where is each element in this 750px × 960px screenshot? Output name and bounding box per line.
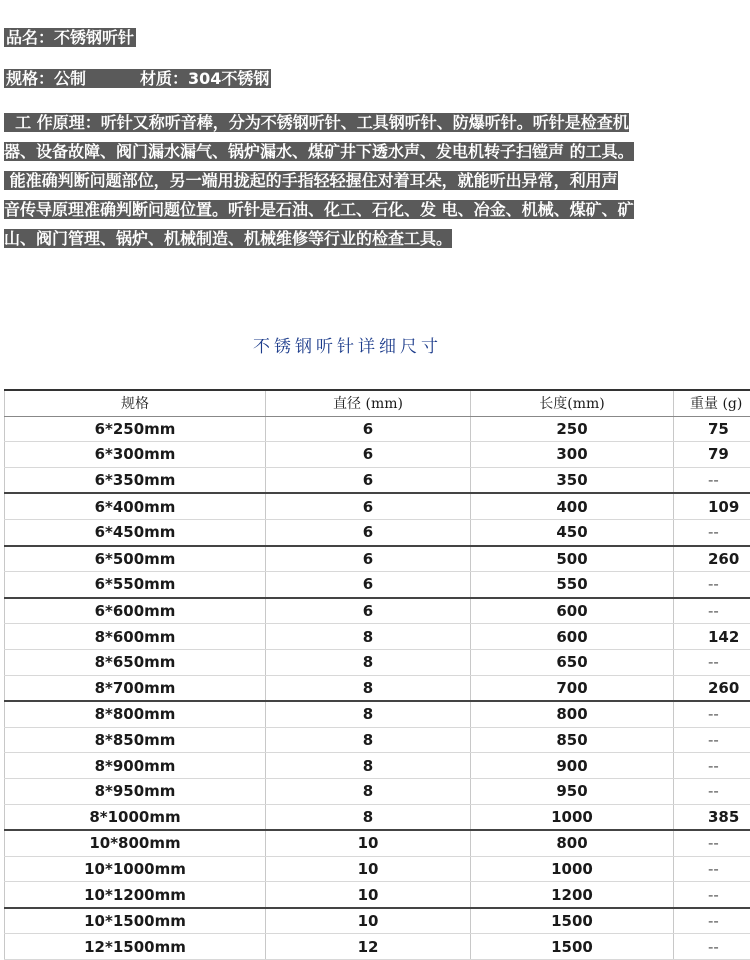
- cell-spec: 8*950mm: [5, 778, 266, 804]
- cell-spec: 6*600mm: [5, 598, 266, 624]
- cell-length: 550: [471, 572, 674, 598]
- cell-weight: 260: [674, 546, 750, 572]
- cell-weight: 79: [674, 442, 750, 468]
- spec-material-line: [4, 67, 271, 91]
- table-row: [5, 701, 750, 727]
- table-row: [5, 546, 750, 572]
- cell-diameter: 8: [266, 675, 471, 701]
- table-row: [5, 442, 750, 468]
- cell-spec: 8*850mm: [5, 727, 266, 753]
- cell-weight: 260: [674, 675, 750, 701]
- cell-weight: --: [674, 519, 750, 545]
- cell-spec: 8*600mm: [5, 624, 266, 650]
- cell-length: 1500: [471, 908, 674, 934]
- header-weight: 重量 (g): [674, 390, 750, 416]
- table-row: [5, 675, 750, 701]
- table-row: [5, 624, 750, 650]
- size-table: [4, 389, 750, 960]
- material-label: 材质：304不锈钢: [138, 69, 271, 88]
- cell-weight: --: [674, 753, 750, 779]
- cell-length: 800: [471, 701, 674, 727]
- cell-spec: 8*700mm: [5, 675, 266, 701]
- cell-spec: 12*1500mm: [5, 934, 266, 960]
- cell-diameter: 6: [266, 416, 471, 442]
- cell-spec: 6*400mm: [5, 493, 266, 519]
- table-row: [5, 856, 750, 882]
- description-line: 器、设备故障、阀门漏水漏气、锅炉漏水、煤矿井下透水声、发电机转子扫镗声 的工具。: [4, 137, 748, 166]
- table-row: [5, 416, 750, 442]
- table-title: 不锈钢听针详细尺寸: [0, 332, 750, 357]
- header-spec: 规格: [5, 390, 266, 416]
- table-row: [5, 649, 750, 675]
- cell-diameter: 6: [266, 519, 471, 545]
- cell-spec: 6*250mm: [5, 416, 266, 442]
- cell-weight: --: [674, 649, 750, 675]
- table-row: [5, 934, 750, 960]
- cell-weight: --: [674, 934, 750, 960]
- table-row: [5, 598, 750, 624]
- table-row: [5, 753, 750, 779]
- cell-diameter: 8: [266, 701, 471, 727]
- table-row: [5, 908, 750, 934]
- cell-spec: 6*500mm: [5, 546, 266, 572]
- cell-spec: 8*900mm: [5, 753, 266, 779]
- description-line: 工 作原理：听针又称听音棒，分为不锈钢听针、工具钢听针、防爆听针。听针是检查机: [4, 108, 748, 137]
- cell-length: 600: [471, 598, 674, 624]
- cell-weight: --: [674, 727, 750, 753]
- cell-length: 300: [471, 442, 674, 468]
- table-row: [5, 882, 750, 908]
- table-row: [5, 519, 750, 545]
- cell-weight: --: [674, 856, 750, 882]
- cell-diameter: 10: [266, 856, 471, 882]
- cell-weight: --: [674, 701, 750, 727]
- cell-diameter: 8: [266, 624, 471, 650]
- cell-weight: --: [674, 778, 750, 804]
- table-body: [5, 416, 750, 959]
- cell-weight: --: [674, 572, 750, 598]
- cell-diameter: 8: [266, 727, 471, 753]
- cell-length: 850: [471, 727, 674, 753]
- table-row: [5, 804, 750, 830]
- cell-spec: 10*800mm: [5, 830, 266, 856]
- cell-weight: 385: [674, 804, 750, 830]
- cell-weight: --: [674, 830, 750, 856]
- product-name-line: [4, 26, 136, 50]
- cell-length: 350: [471, 467, 674, 493]
- cell-length: 1000: [471, 804, 674, 830]
- cell-length: 1200: [471, 882, 674, 908]
- cell-spec: 6*550mm: [5, 572, 266, 598]
- table-row: [5, 830, 750, 856]
- description-line: 山、阀门管理、锅炉、机械制造、机械维修等行业的检查工具。: [4, 224, 748, 253]
- cell-length: 600: [471, 624, 674, 650]
- cell-spec: 10*1200mm: [5, 882, 266, 908]
- cell-diameter: 10: [266, 908, 471, 934]
- header-diameter: 直径 (mm): [266, 390, 471, 416]
- cell-spec: 10*1500mm: [5, 908, 266, 934]
- spec-label: 规格：公制: [4, 69, 138, 88]
- cell-diameter: 12: [266, 934, 471, 960]
- cell-diameter: 6: [266, 467, 471, 493]
- cell-spec: 10*1000mm: [5, 856, 266, 882]
- cell-length: 500: [471, 546, 674, 572]
- cell-length: 400: [471, 493, 674, 519]
- cell-length: 1500: [471, 934, 674, 960]
- product-name: 品名：不锈钢听针: [4, 28, 136, 47]
- cell-diameter: 6: [266, 572, 471, 598]
- table-row: [5, 727, 750, 753]
- cell-diameter: 8: [266, 804, 471, 830]
- cell-diameter: 8: [266, 778, 471, 804]
- cell-weight: 109: [674, 493, 750, 519]
- cell-weight: 142: [674, 624, 750, 650]
- cell-length: 650: [471, 649, 674, 675]
- cell-length: 1000: [471, 856, 674, 882]
- cell-weight: --: [674, 467, 750, 493]
- cell-spec: 6*450mm: [5, 519, 266, 545]
- cell-weight: --: [674, 882, 750, 908]
- cell-diameter: 10: [266, 882, 471, 908]
- cell-diameter: 6: [266, 493, 471, 519]
- cell-spec: 8*1000mm: [5, 804, 266, 830]
- cell-diameter: 6: [266, 598, 471, 624]
- table-row: [5, 493, 750, 519]
- cell-diameter: 6: [266, 442, 471, 468]
- cell-spec: 8*800mm: [5, 701, 266, 727]
- description-line: 能准确判断问题部位，另一端用拢起的手指轻轻握住对着耳朵，就能听出异常，利用声: [4, 166, 748, 195]
- cell-spec: 8*650mm: [5, 649, 266, 675]
- cell-diameter: 6: [266, 546, 471, 572]
- description-line: 音传导原理准确判断问题位置。听针是石油、化工、石化、发 电、冶金、机械、煤矿、矿: [4, 195, 748, 224]
- cell-diameter: 8: [266, 753, 471, 779]
- cell-length: 250: [471, 416, 674, 442]
- cell-weight: --: [674, 908, 750, 934]
- cell-length: 450: [471, 519, 674, 545]
- cell-diameter: 8: [266, 649, 471, 675]
- cell-length: 700: [471, 675, 674, 701]
- cell-weight: --: [674, 598, 750, 624]
- cell-spec: 6*350mm: [5, 467, 266, 493]
- table-row: [5, 467, 750, 493]
- cell-length: 800: [471, 830, 674, 856]
- cell-weight: 75: [674, 416, 750, 442]
- table-row: [5, 778, 750, 804]
- cell-spec: 6*300mm: [5, 442, 266, 468]
- cell-length: 900: [471, 753, 674, 779]
- table-row: [5, 572, 750, 598]
- cell-diameter: 10: [266, 830, 471, 856]
- table-header-row: [5, 390, 750, 416]
- header-length: 长度(mm): [471, 390, 674, 416]
- cell-length: 950: [471, 778, 674, 804]
- description-paragraph: [4, 108, 748, 253]
